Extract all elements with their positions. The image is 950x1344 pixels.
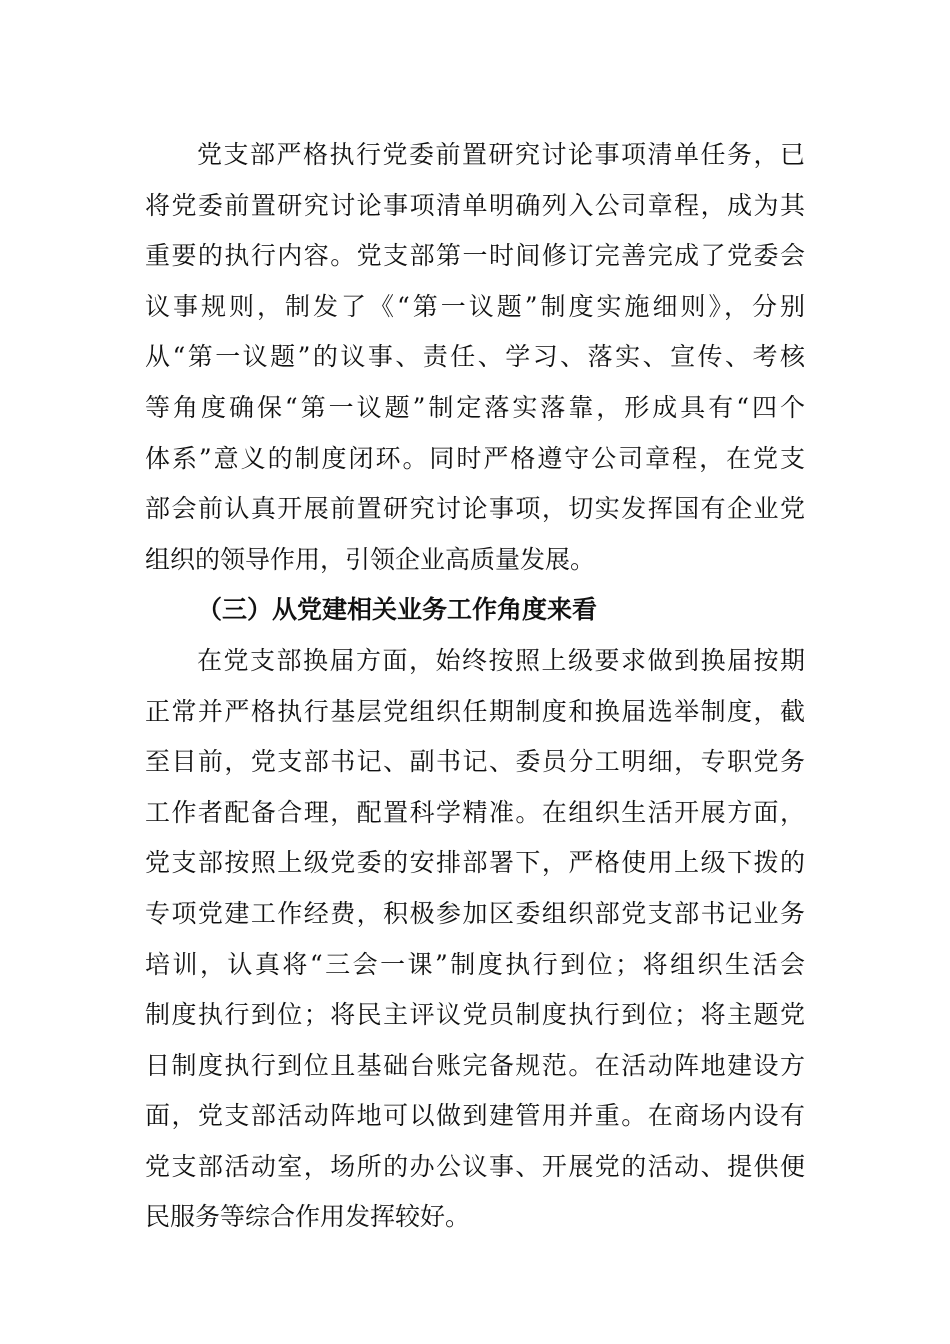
paragraph-line: 专项党建工作经费，积极参加区委组织部党支部书记业务	[145, 898, 805, 928]
paragraph-line: 党支部按照上级党委的安排部署下，严格使用上级下拨的	[145, 848, 805, 878]
paragraph-line: 培训，认真将“三会一课”制度执行到位；将组织生活会	[145, 949, 805, 979]
paragraph-line: 制度执行到位；将民主评议党员制度执行到位；将主题党	[145, 1000, 805, 1030]
paragraph-line: 民服务等综合作用发挥较好。	[145, 1202, 471, 1232]
paragraph-line: 正常并严格执行基层党组织任期制度和换届选举制度，截	[145, 696, 805, 726]
paragraph-line: 党支部严格执行党委前置研究讨论事项清单任务，已	[197, 140, 805, 169]
paragraph-line: 在党支部换届方面，始终按照上级要求做到换届按期	[197, 645, 805, 675]
section-heading: （三）从党建相关业务工作角度来看	[197, 595, 598, 625]
paragraph-line: 组织的领导作用，引领企业高质量发展。	[145, 544, 596, 574]
paragraph-line: 体系”意义的制度闭环。同时严格遵守公司章程，在党支	[145, 443, 805, 473]
paragraph-line: 等角度确保“第一议题”制定落实落靠，形成具有“四个	[145, 392, 805, 422]
paragraph-line: 日制度执行到位且基础台账完备规范。在活动阵地建设方	[145, 1050, 805, 1080]
paragraph-line: 至目前，党支部书记、副书记、委员分工明细，专职党务	[145, 747, 805, 777]
paragraph-line: 议事规则，制发了《“第一议题”制度实施细则》，分别	[145, 291, 805, 321]
document-page	[145, 130, 805, 1243]
paragraph-line: 从“第一议题”的议事、责任、学习、落实、宣传、考核	[145, 342, 805, 372]
paragraph-2	[145, 636, 805, 1243]
paragraph-line: 面，党支部活动阵地可以做到建管用并重。在商场内设有	[145, 1101, 805, 1131]
paragraph-line: 工作者配备合理，配置科学精准。在组织生活开展方面，	[145, 797, 805, 827]
paragraph-line: 将党委前置研究讨论事项清单明确列入公司章程，成为其	[145, 190, 805, 220]
paragraph-line: 党支部活动室，场所的办公议事、开展党的活动、提供便	[145, 1151, 805, 1181]
paragraph-line: 部会前认真开展前置研究讨论事项，切实发挥国有企业党	[145, 494, 805, 524]
paragraph-1	[145, 130, 805, 585]
paragraph-line: 重要的执行内容。党支部第一时间修订完善完成了党委会	[145, 241, 805, 271]
